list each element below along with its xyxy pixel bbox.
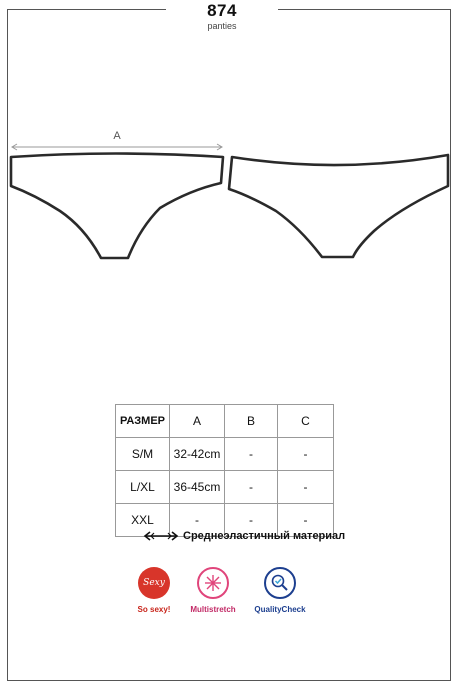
stretch-arrow-icon [143, 531, 179, 541]
badge-quality-check [237, 567, 323, 614]
panties-diagram [0, 0, 460, 300]
sexy-icon [138, 567, 170, 599]
quality-check-icon [264, 567, 296, 599]
panties-front-view [11, 154, 223, 259]
panties-back-view [229, 155, 448, 257]
header-a: A [170, 405, 225, 438]
table-header-row [116, 405, 334, 438]
value-cell: 32-42cm [170, 438, 225, 471]
multistretch-icon [197, 567, 229, 599]
measure-a-label: A [113, 130, 121, 142]
badge-label: Multistretch [190, 605, 236, 614]
badge-label: QualityCheck [254, 605, 306, 614]
size-table [115, 404, 334, 537]
value-cell: - [278, 438, 334, 471]
value-cell: - [225, 438, 278, 471]
value-cell: - [278, 471, 334, 504]
value-cell: - [278, 504, 334, 537]
badge-label: So sexy! [137, 605, 171, 614]
model-number: 874 [207, 1, 237, 20]
material-text: Среднеэластичный материал [183, 530, 346, 542]
header-c: C [278, 405, 334, 438]
header-size: РАЗМЕР [116, 405, 170, 438]
value-cell: - [225, 471, 278, 504]
size-cell: XXL [116, 504, 170, 537]
size-cell: L/XL [116, 471, 170, 504]
material-note [143, 530, 345, 542]
sexy-icon-text: Sexy [143, 578, 165, 588]
table-row [116, 438, 334, 471]
table-row [116, 471, 334, 504]
value-cell: 36-45cm [170, 471, 225, 504]
header-b: B [225, 405, 278, 438]
product-type: panties [207, 21, 237, 31]
value-cell: - [170, 504, 225, 537]
size-cell: S/M [116, 438, 170, 471]
measure-a-line [12, 144, 222, 150]
value-cell: - [225, 504, 278, 537]
